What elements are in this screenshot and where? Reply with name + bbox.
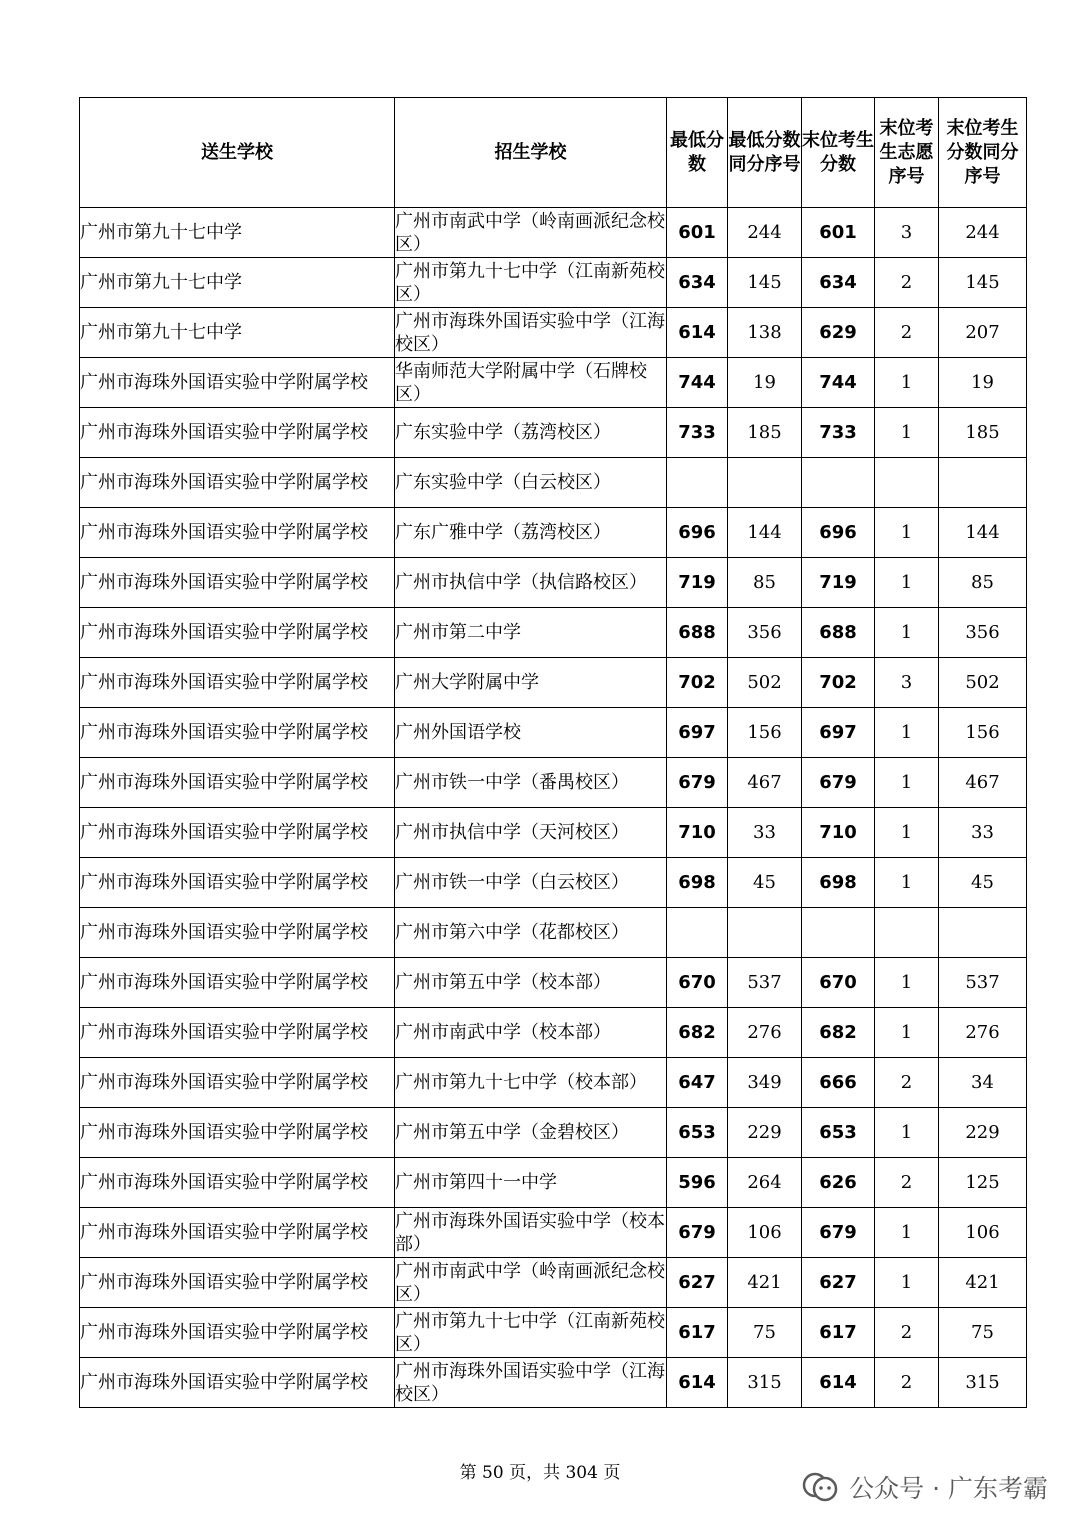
- cell-last-score-rank: [939, 908, 1027, 958]
- cell-last-score-rank: 125: [939, 1158, 1027, 1208]
- cell-last-score: 702: [802, 658, 875, 708]
- cell-recruit-school: 广州市南武中学（校本部）: [395, 1008, 667, 1058]
- cell-min-score-rank: 33: [728, 808, 802, 858]
- cell-recruit-school: 广州市铁一中学（白云校区）: [395, 858, 667, 908]
- cell-last-score: 614: [802, 1358, 875, 1408]
- header-recruit-school: 招生学校: [395, 98, 667, 208]
- cell-recruit-school: 广州市第九十七中学（校本部）: [395, 1058, 667, 1108]
- cell-recruit-school: 华南师范大学附属中学（石牌校区）: [395, 358, 667, 408]
- cell-send-school: 广州市海珠外国语实验中学附属学校: [80, 1258, 395, 1308]
- cell-min-score-rank: 229: [728, 1108, 802, 1158]
- cell-min-score: 688: [667, 608, 728, 658]
- cell-last-score-rank: [939, 458, 1027, 508]
- cell-last-score-rank: 34: [939, 1058, 1027, 1108]
- cell-min-score-rank: [728, 908, 802, 958]
- cell-last-choice-no: 1: [875, 408, 939, 458]
- cell-last-score-rank: 502: [939, 658, 1027, 708]
- cell-last-score: 698: [802, 858, 875, 908]
- cell-min-score-rank: 156: [728, 708, 802, 758]
- cell-last-score: 696: [802, 508, 875, 558]
- cell-last-score: 679: [802, 1208, 875, 1258]
- cell-min-score: 653: [667, 1108, 728, 1158]
- cell-last-score: 682: [802, 1008, 875, 1058]
- cell-min-score-rank: [728, 458, 802, 508]
- cell-min-score-rank: 19: [728, 358, 802, 408]
- cell-last-score: [802, 458, 875, 508]
- cell-last-score-rank: 144: [939, 508, 1027, 558]
- table-row: [80, 1108, 1027, 1158]
- cell-recruit-school: 广州市第四十一中学: [395, 1158, 667, 1208]
- cell-recruit-school: 广州市铁一中学（番禺校区）: [395, 758, 667, 808]
- cell-last-score: 629: [802, 308, 875, 358]
- cell-recruit-school: 广州市第六中学（花都校区）: [395, 908, 667, 958]
- cell-last-choice-no: 1: [875, 1108, 939, 1158]
- cell-send-school: 广州市海珠外国语实验中学附属学校: [80, 908, 395, 958]
- cell-last-choice-no: 1: [875, 358, 939, 408]
- table-row: [80, 1358, 1027, 1408]
- cell-last-score-rank: 421: [939, 1258, 1027, 1308]
- cell-recruit-school: 广东实验中学（荔湾校区）: [395, 408, 667, 458]
- cell-recruit-school: 广州市执信中学（天河校区）: [395, 808, 667, 858]
- cell-last-score-rank: 537: [939, 958, 1027, 1008]
- cell-last-choice-no: 2: [875, 1358, 939, 1408]
- cell-last-score-rank: 33: [939, 808, 1027, 858]
- cell-last-score: [802, 908, 875, 958]
- cell-min-score: 744: [667, 358, 728, 408]
- cell-last-choice-no: 1: [875, 1258, 939, 1308]
- cell-recruit-school: 广州市第五中学（校本部）: [395, 958, 667, 1008]
- cell-last-score-rank: 244: [939, 208, 1027, 258]
- cell-last-score-rank: 207: [939, 308, 1027, 358]
- cell-min-score: 697: [667, 708, 728, 758]
- table-row: [80, 1008, 1027, 1058]
- cell-min-score-rank: 145: [728, 258, 802, 308]
- table-row: [80, 758, 1027, 808]
- cell-min-score-rank: 138: [728, 308, 802, 358]
- cell-last-score-rank: 19: [939, 358, 1027, 408]
- cell-min-score: 679: [667, 1208, 728, 1258]
- cell-min-score-rank: 45: [728, 858, 802, 908]
- cell-last-score: 627: [802, 1258, 875, 1308]
- cell-send-school: 广州市海珠外国语实验中学附属学校: [80, 458, 395, 508]
- cell-last-choice-no: 2: [875, 1308, 939, 1358]
- cell-last-score: 666: [802, 1058, 875, 1108]
- cell-last-choice-no: [875, 908, 939, 958]
- cell-recruit-school: 广州市第九十七中学（江南新苑校区）: [395, 258, 667, 308]
- table-row: [80, 708, 1027, 758]
- cell-last-score-rank: 145: [939, 258, 1027, 308]
- header-min-score-rank: 最低分数同分序号: [728, 98, 802, 208]
- cell-min-score: 698: [667, 858, 728, 908]
- cell-recruit-school: 广州市海珠外国语实验中学（校本部）: [395, 1208, 667, 1258]
- cell-last-choice-no: 1: [875, 858, 939, 908]
- cell-min-score: 634: [667, 258, 728, 308]
- cell-send-school: 广州市海珠外国语实验中学附属学校: [80, 1108, 395, 1158]
- header-min-score: 最低分数: [667, 98, 728, 208]
- table-row: [80, 908, 1027, 958]
- cell-last-score-rank: 185: [939, 408, 1027, 458]
- cell-min-score: 627: [667, 1258, 728, 1308]
- cell-recruit-school: 广州市海珠外国语实验中学（江海校区）: [395, 1358, 667, 1408]
- table-row: [80, 608, 1027, 658]
- cell-min-score: 601: [667, 208, 728, 258]
- cell-last-score: 601: [802, 208, 875, 258]
- cell-last-choice-no: 1: [875, 808, 939, 858]
- table-row: [80, 1058, 1027, 1108]
- cell-send-school: 广州市海珠外国语实验中学附属学校: [80, 1308, 395, 1358]
- cell-send-school: 广州市海珠外国语实验中学附属学校: [80, 408, 395, 458]
- cell-last-choice-no: 2: [875, 308, 939, 358]
- cell-send-school: 广州市海珠外国语实验中学附属学校: [80, 1158, 395, 1208]
- cell-min-score: 614: [667, 308, 728, 358]
- table-row: [80, 408, 1027, 458]
- cell-send-school: 广州市海珠外国语实验中学附属学校: [80, 508, 395, 558]
- cell-send-school: 广州市海珠外国语实验中学附属学校: [80, 1208, 395, 1258]
- cell-last-choice-no: 1: [875, 608, 939, 658]
- cell-min-score-rank: 467: [728, 758, 802, 808]
- table-row: [80, 1208, 1027, 1258]
- cell-last-choice-no: 1: [875, 558, 939, 608]
- cell-send-school: 广州市海珠外国语实验中学附属学校: [80, 958, 395, 1008]
- cell-send-school: 广州市海珠外国语实验中学附属学校: [80, 608, 395, 658]
- cell-recruit-school: 广州市南武中学（岭南画派纪念校区）: [395, 1258, 667, 1308]
- table-row: [80, 258, 1027, 308]
- cell-send-school: 广州市海珠外国语实验中学附属学校: [80, 1058, 395, 1108]
- cell-last-score-rank: 467: [939, 758, 1027, 808]
- cell-last-score: 688: [802, 608, 875, 658]
- cell-send-school: 广州市海珠外国语实验中学附属学校: [80, 1008, 395, 1058]
- cell-min-score: 670: [667, 958, 728, 1008]
- table-row: [80, 808, 1027, 858]
- table-row: [80, 458, 1027, 508]
- cell-last-choice-no: 1: [875, 1208, 939, 1258]
- cell-last-score-rank: 229: [939, 1108, 1027, 1158]
- cell-last-choice-no: 3: [875, 658, 939, 708]
- cell-min-score-rank: 85: [728, 558, 802, 608]
- cell-recruit-school: 广州市海珠外国语实验中学（江海校区）: [395, 308, 667, 358]
- cell-recruit-school: 广州市执信中学（执信路校区）: [395, 558, 667, 608]
- watermark: [801, 1465, 1048, 1509]
- header-last-score-rank: 末位考生分数同分序号: [939, 98, 1027, 208]
- table-body: [80, 208, 1027, 1408]
- table-row: [80, 658, 1027, 708]
- cell-last-score-rank: 276: [939, 1008, 1027, 1058]
- cell-last-score: 719: [802, 558, 875, 608]
- table-row: [80, 1308, 1027, 1358]
- header-last-choice-no: 末位考生志愿序号: [875, 98, 939, 208]
- table-header-row: [80, 98, 1027, 208]
- cell-min-score: 719: [667, 558, 728, 608]
- cell-recruit-school: 广州市第五中学（金碧校区）: [395, 1108, 667, 1158]
- cell-min-score-rank: 244: [728, 208, 802, 258]
- wechat-official-account-icon: [801, 1471, 839, 1503]
- cell-min-score: 647: [667, 1058, 728, 1108]
- cell-min-score: 696: [667, 508, 728, 558]
- cell-last-choice-no: 3: [875, 208, 939, 258]
- cell-min-score-rank: 349: [728, 1058, 802, 1108]
- table-row: [80, 558, 1027, 608]
- cell-recruit-school: 广州外国语学校: [395, 708, 667, 758]
- cell-min-score-rank: 537: [728, 958, 802, 1008]
- table-row: [80, 358, 1027, 408]
- cell-min-score-rank: 502: [728, 658, 802, 708]
- cell-last-score: 679: [802, 758, 875, 808]
- cell-min-score: 733: [667, 408, 728, 458]
- cell-min-score: 617: [667, 1308, 728, 1358]
- cell-last-score: 617: [802, 1308, 875, 1358]
- table-row: [80, 208, 1027, 258]
- cell-send-school: 广州市第九十七中学: [80, 258, 395, 308]
- admission-scores-table: [79, 97, 1027, 1408]
- cell-send-school: 广州市第九十七中学: [80, 208, 395, 258]
- cell-min-score: 614: [667, 1358, 728, 1408]
- cell-last-score: 670: [802, 958, 875, 1008]
- cell-last-score: 710: [802, 808, 875, 858]
- cell-send-school: 广州市海珠外国语实验中学附属学校: [80, 558, 395, 608]
- table-row: [80, 308, 1027, 358]
- table-row: [80, 1158, 1027, 1208]
- cell-min-score-rank: 144: [728, 508, 802, 558]
- cell-last-choice-no: 2: [875, 1058, 939, 1108]
- cell-send-school: 广州市海珠外国语实验中学附属学校: [80, 358, 395, 408]
- cell-min-score: [667, 458, 728, 508]
- cell-last-score-rank: 75: [939, 1308, 1027, 1358]
- cell-send-school: 广州市海珠外国语实验中学附属学校: [80, 708, 395, 758]
- header-last-score: 末位考生分数: [802, 98, 875, 208]
- cell-min-score-rank: 276: [728, 1008, 802, 1058]
- cell-min-score: [667, 908, 728, 958]
- cell-last-score: 653: [802, 1108, 875, 1158]
- cell-min-score: 710: [667, 808, 728, 858]
- cell-send-school: 广州市海珠外国语实验中学附属学校: [80, 858, 395, 908]
- cell-last-score: 733: [802, 408, 875, 458]
- cell-last-choice-no: 2: [875, 258, 939, 308]
- cell-last-choice-no: 1: [875, 1008, 939, 1058]
- cell-recruit-school: 广东实验中学（白云校区）: [395, 458, 667, 508]
- cell-last-score-rank: 356: [939, 608, 1027, 658]
- cell-min-score-rank: 106: [728, 1208, 802, 1258]
- cell-min-score-rank: 185: [728, 408, 802, 458]
- cell-last-choice-no: 1: [875, 958, 939, 1008]
- cell-send-school: 广州市海珠外国语实验中学附属学校: [80, 758, 395, 808]
- cell-send-school: 广州市海珠外国语实验中学附属学校: [80, 658, 395, 708]
- cell-send-school: 广州市海珠外国语实验中学附属学校: [80, 808, 395, 858]
- cell-last-choice-no: 2: [875, 1158, 939, 1208]
- cell-min-score-rank: 356: [728, 608, 802, 658]
- cell-last-score-rank: 45: [939, 858, 1027, 908]
- cell-min-score: 702: [667, 658, 728, 708]
- cell-min-score-rank: 315: [728, 1358, 802, 1408]
- table-row: [80, 1258, 1027, 1308]
- cell-last-choice-no: 1: [875, 758, 939, 808]
- cell-min-score-rank: 264: [728, 1158, 802, 1208]
- cell-recruit-school: 广州市南武中学（岭南画派纪念校区）: [395, 208, 667, 258]
- cell-last-choice-no: 1: [875, 708, 939, 758]
- header-send-school: 送生学校: [80, 98, 395, 208]
- cell-last-score: 626: [802, 1158, 875, 1208]
- cell-last-score: 697: [802, 708, 875, 758]
- cell-last-score-rank: 156: [939, 708, 1027, 758]
- cell-min-score-rank: 421: [728, 1258, 802, 1308]
- table-row: [80, 958, 1027, 1008]
- cell-last-choice-no: 1: [875, 508, 939, 558]
- cell-last-score-rank: 315: [939, 1358, 1027, 1408]
- cell-min-score: 679: [667, 758, 728, 808]
- cell-min-score: 682: [667, 1008, 728, 1058]
- table-row: [80, 858, 1027, 908]
- cell-last-score: 744: [802, 358, 875, 408]
- cell-recruit-school: 广州市第二中学: [395, 608, 667, 658]
- cell-last-score: 634: [802, 258, 875, 308]
- table-row: [80, 508, 1027, 558]
- cell-send-school: 广州市海珠外国语实验中学附属学校: [80, 1358, 395, 1408]
- cell-recruit-school: 广州大学附属中学: [395, 658, 667, 708]
- cell-min-score-rank: 75: [728, 1308, 802, 1358]
- page-number: 第 50 页，共 304 页: [459, 1463, 621, 1483]
- watermark-text: 公众号 · 广东考霸: [849, 1474, 1048, 1503]
- cell-recruit-school: 广州市第九十七中学（江南新苑校区）: [395, 1308, 667, 1358]
- cell-min-score: 596: [667, 1158, 728, 1208]
- cell-last-score-rank: 106: [939, 1208, 1027, 1258]
- cell-send-school: 广州市第九十七中学: [80, 308, 395, 358]
- cell-last-score-rank: 85: [939, 558, 1027, 608]
- cell-recruit-school: 广东广雅中学（荔湾校区）: [395, 508, 667, 558]
- cell-last-choice-no: [875, 458, 939, 508]
